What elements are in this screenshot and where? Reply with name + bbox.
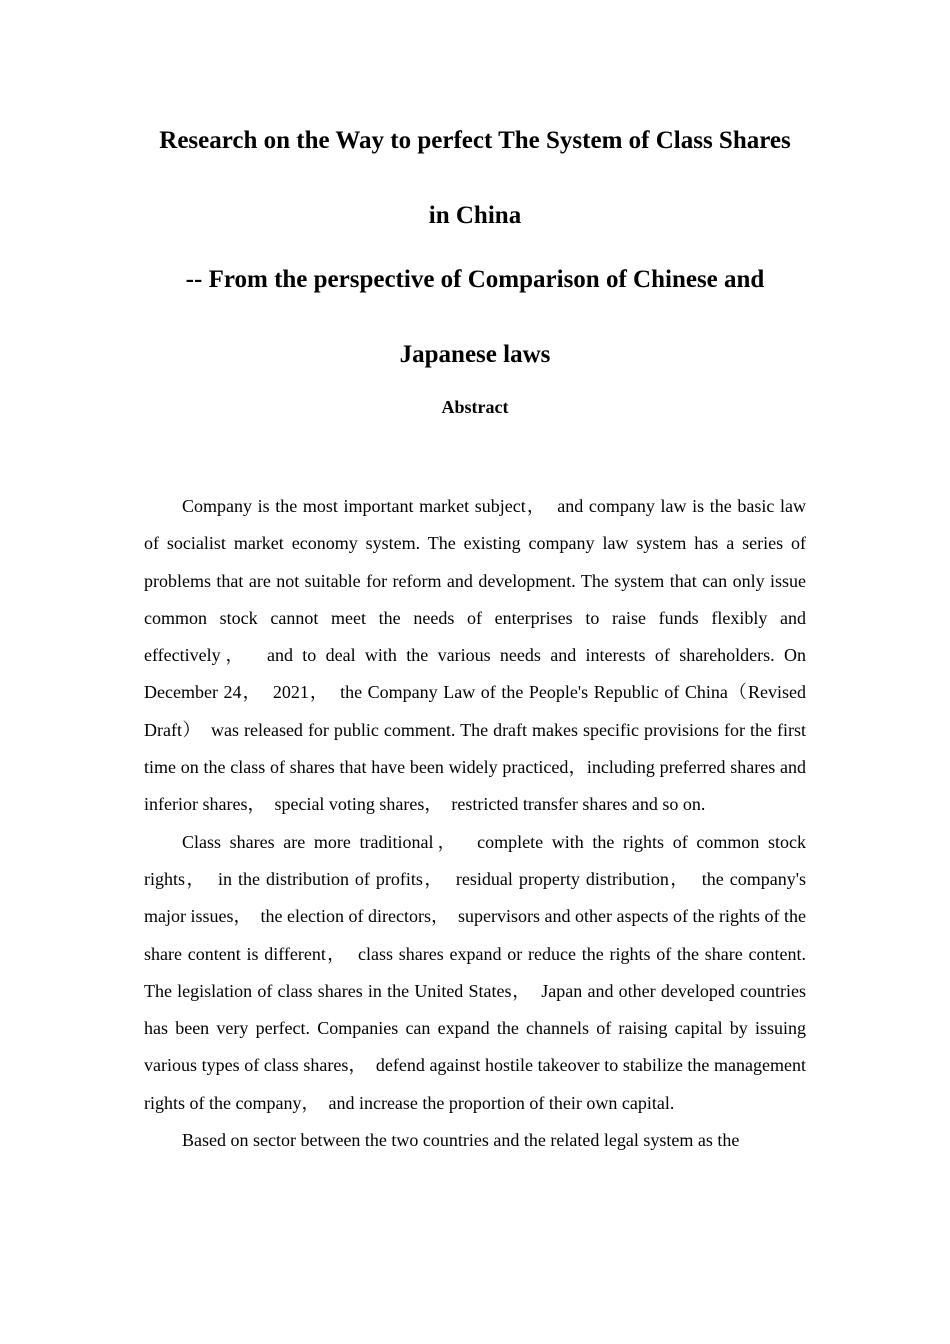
abstract-paragraph-1: Company is the most important market subject， and company law is the basic law of socialist market economy system. The existing company law system has a series of problems that are not suitable for reform and development. The system that can only issue common stock cannot meet the needs of enterprises to raise funds flexibly and effectively， and to deal with the various needs and interests of shareholders. On December 24， 2021， the Company Law of the People's Republic of China（Revised Draft） was released for public comment. The draft makes specific provisions for the first time on the class of shares that have been widely practiced，including preferred shares and inferior shares， special voting shares， restricted transfer shares and so on. [144, 496, 811, 815]
abstract-body [144, 488, 811, 1159]
subtitle-line-1: -- From the perspective of Comparison of Chinese and [185, 266, 765, 293]
abstract-paragraph-2: Class shares are more traditional， complete with the rights of common stock rights， in the distribution of profits， residual property distribution， the company's major issues， the election of directors， supervisors and other aspects of the rights of the share content is different， class shares expand or reduce the rights of the share content. The legislation of class shares in the United States， Japan and other developed countries has been very perfect. Companies can expand the channels of raising capital by issuing various types of class shares， defend against hostile takeover to stabilize the management rights of the company， and increase the proportion of their own capital. [144, 831, 811, 1113]
title-line-1: Research on the Way to perfect The System of Class Shares [159, 127, 791, 154]
subtitle-line-2: Japanese laws [399, 341, 551, 368]
abstract-heading: Abstract [441, 397, 509, 417]
abstract-paragraph-3: Based on sector between the two countries and the related legal system as the [182, 1130, 740, 1151]
title-line-2: in China [428, 202, 522, 229]
